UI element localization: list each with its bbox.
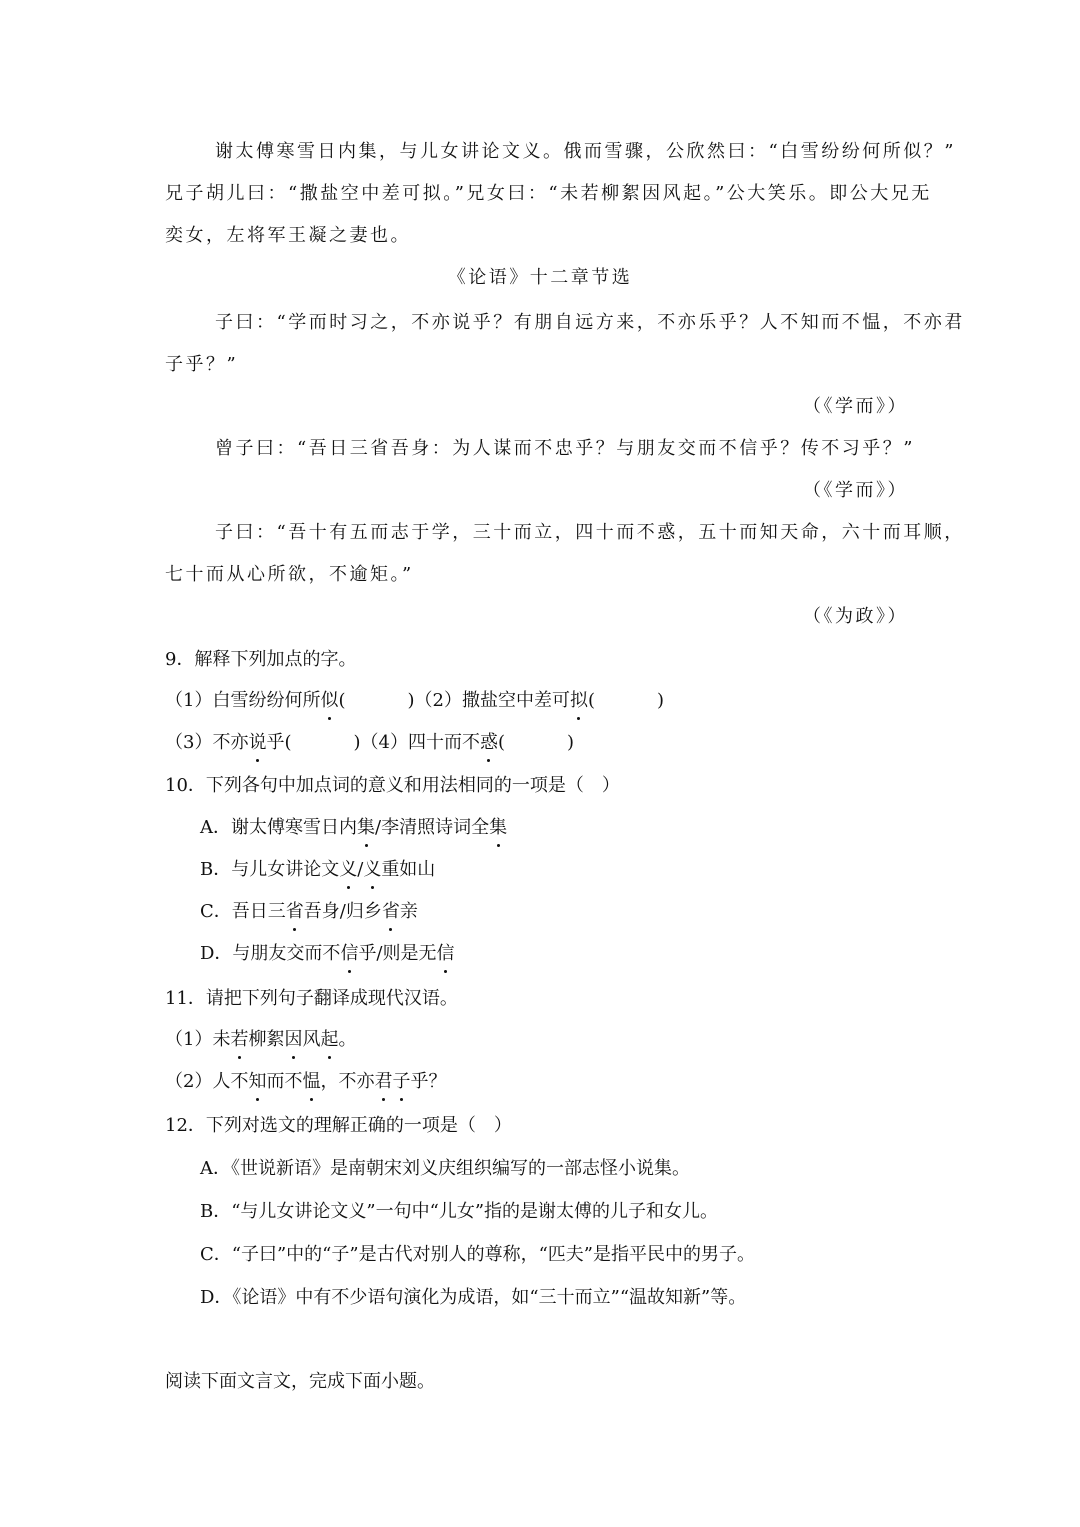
- q9-item1-dotted-char: 似: [320, 690, 339, 711]
- analects-quote1-line1: 子曰：“学而时习之，不亦说乎？有朋自远方来，不亦乐乎？人不知而不愠，不亦君: [215, 312, 965, 333]
- q10-a-dotted-char1: 集: [357, 817, 375, 838]
- q9-item2-close: ): [657, 690, 665, 711]
- q11-s1-dotted-char1: 若: [230, 1029, 249, 1050]
- question9-stem: 9．解释下列加点的字。: [165, 649, 357, 670]
- q10-a-text2: /李清照诗词全: [375, 817, 490, 838]
- q9-item2-dotted-char: 拟: [569, 690, 588, 711]
- question11-stem: 11．请把下列句子翻译成现代汉语。: [165, 988, 458, 1009]
- q10-d-text: D．与朋友交而不: [200, 943, 341, 964]
- q10-d-dotted-char2: 信: [436, 943, 455, 964]
- question9-items-row2: [165, 731, 574, 755]
- q11-s1-text3: 风: [302, 1029, 321, 1050]
- q11-s1-text: （1）未: [165, 1029, 231, 1050]
- q10-d-dotted-char1: 信: [340, 943, 359, 964]
- analects-quote1-line2: 子乎？”: [165, 354, 239, 375]
- q10-d-text2: 乎/则是无: [358, 943, 437, 964]
- q11-s1-end: 。: [338, 1029, 357, 1050]
- q10-a-text: A．谢太傅寒雪日内: [200, 817, 357, 838]
- q9-item4-close: ): [567, 732, 575, 753]
- analects-quote3-line1: 子曰：“吾十有五而志于学，三十而立，四十而不惑，五十而知天命，六十而耳顺，: [215, 522, 965, 543]
- q9-item4-text: （4）四十而不: [360, 732, 480, 753]
- q9-item1-open: (: [338, 690, 346, 711]
- q10-b-text2: 重如山: [381, 859, 436, 880]
- q12-option-d[interactable]: D．《论语》中有不少语句演化为成语，如“三十而立”“温故知新”等。: [200, 1287, 747, 1308]
- analects-quote1-source: （《学而》）: [803, 396, 908, 417]
- q9-item4-open: (: [497, 732, 505, 753]
- analects-quote3-line2: 七十而从心所欲，不逾矩。”: [165, 564, 414, 585]
- q10-option-a[interactable]: [200, 816, 507, 840]
- q9-item2-open: (: [587, 690, 595, 711]
- q11-s2-text3: ，不亦: [320, 1071, 375, 1092]
- q11-s2-dotted-char2: 愠: [302, 1071, 321, 1092]
- q10-option-c[interactable]: [200, 900, 418, 924]
- analects-quote2-source: （《学而》）: [803, 480, 908, 501]
- q10-b-dotted-char1: 义: [339, 859, 358, 880]
- q9-item1-close: ): [407, 690, 415, 711]
- q11-sentence2: [165, 1070, 446, 1094]
- q11-s1-dotted-char2: 因: [284, 1029, 303, 1050]
- question10-stem: 10．下列各句中加点词的意义和用法相同的一项是（ ）: [165, 775, 620, 796]
- q9-item2-text: （2）撒盐空中差可: [414, 690, 570, 711]
- q9-item3-open: 乎(: [266, 732, 292, 753]
- q9-item4-dotted-char: 惑: [479, 732, 498, 753]
- next-section-instruction: 阅读下面文言文，完成下面小题。: [165, 1371, 435, 1392]
- q9-item3-close: ): [353, 732, 361, 753]
- q10-c-text2: 吾身/归乡: [303, 901, 382, 922]
- q9-item3-text: （3）不亦: [165, 732, 249, 753]
- q11-s2-dotted-char4: 子: [392, 1071, 411, 1092]
- q10-c-text3: 亲: [399, 901, 418, 922]
- q11-s1-text2: 柳絮: [248, 1029, 285, 1050]
- q11-s2-text2: 而不: [266, 1071, 303, 1092]
- q10-c-dotted-char2: 省: [381, 901, 400, 922]
- q10-b-dotted-char2: 义: [363, 859, 382, 880]
- q10-option-d[interactable]: [200, 942, 455, 966]
- passage1-line2: 兄子胡儿曰：“撒盐空中差可拟。”兄女曰：“未若柳絮因风起。”公大笑乐。即公大兄无: [165, 183, 932, 204]
- q11-s2-text: （2）人不: [165, 1071, 249, 1092]
- q12-option-a[interactable]: A．《世说新语》是南朝宋刘义庆组织编写的一部志怪小说集。: [200, 1158, 690, 1179]
- q9-item1-text: （1）白雪纷纷何所: [165, 690, 321, 711]
- passage2-title: 《论语》十二章节选: [447, 267, 633, 288]
- q10-b-slash: /: [357, 859, 364, 880]
- analects-quote2-line1: 曾子曰：“吾日三省吾身：为人谋而不忠乎？与朋友交而不信乎？传不习乎？”: [215, 438, 915, 459]
- q12-option-b[interactable]: B．“与儿女讲论文义”一句中“儿女”指的是谢太傅的儿子和女儿。: [200, 1201, 719, 1222]
- passage1-line1: 谢太傅寒雪日内集，与儿女讲论文义。俄而雪骤，公欣然曰：“白雪纷纷何所似？”: [215, 141, 956, 162]
- q11-s1-dotted-char3: 起: [320, 1029, 339, 1050]
- q10-option-b[interactable]: [200, 858, 435, 882]
- q10-b-text: B．与儿女讲论文: [200, 859, 340, 880]
- question12-stem: 12．下列对选文的理解正确的一项是（ ）: [165, 1115, 512, 1136]
- q11-sentence1: [165, 1028, 356, 1052]
- q11-s2-dotted-char3: 君: [374, 1071, 393, 1092]
- analects-quote3-source: （《为政》）: [803, 606, 908, 627]
- q11-s2-dotted-char1: 知: [248, 1071, 267, 1092]
- q10-a-dotted-char2: 集: [489, 817, 508, 838]
- question9-items-row1: [165, 689, 664, 713]
- q10-c-text: C．吾日三: [200, 901, 286, 922]
- passage1-line3: 奕女，左将军王凝之妻也。: [165, 225, 411, 246]
- q12-option-c[interactable]: C．“子曰”中的“子”是古代对别人的尊称，“匹夫”是指平民中的男子。: [200, 1244, 755, 1265]
- q11-s2-end: 乎？: [410, 1071, 447, 1092]
- q9-item3-dotted-char: 说: [248, 732, 267, 753]
- q10-c-dotted-char1: 省: [285, 901, 304, 922]
